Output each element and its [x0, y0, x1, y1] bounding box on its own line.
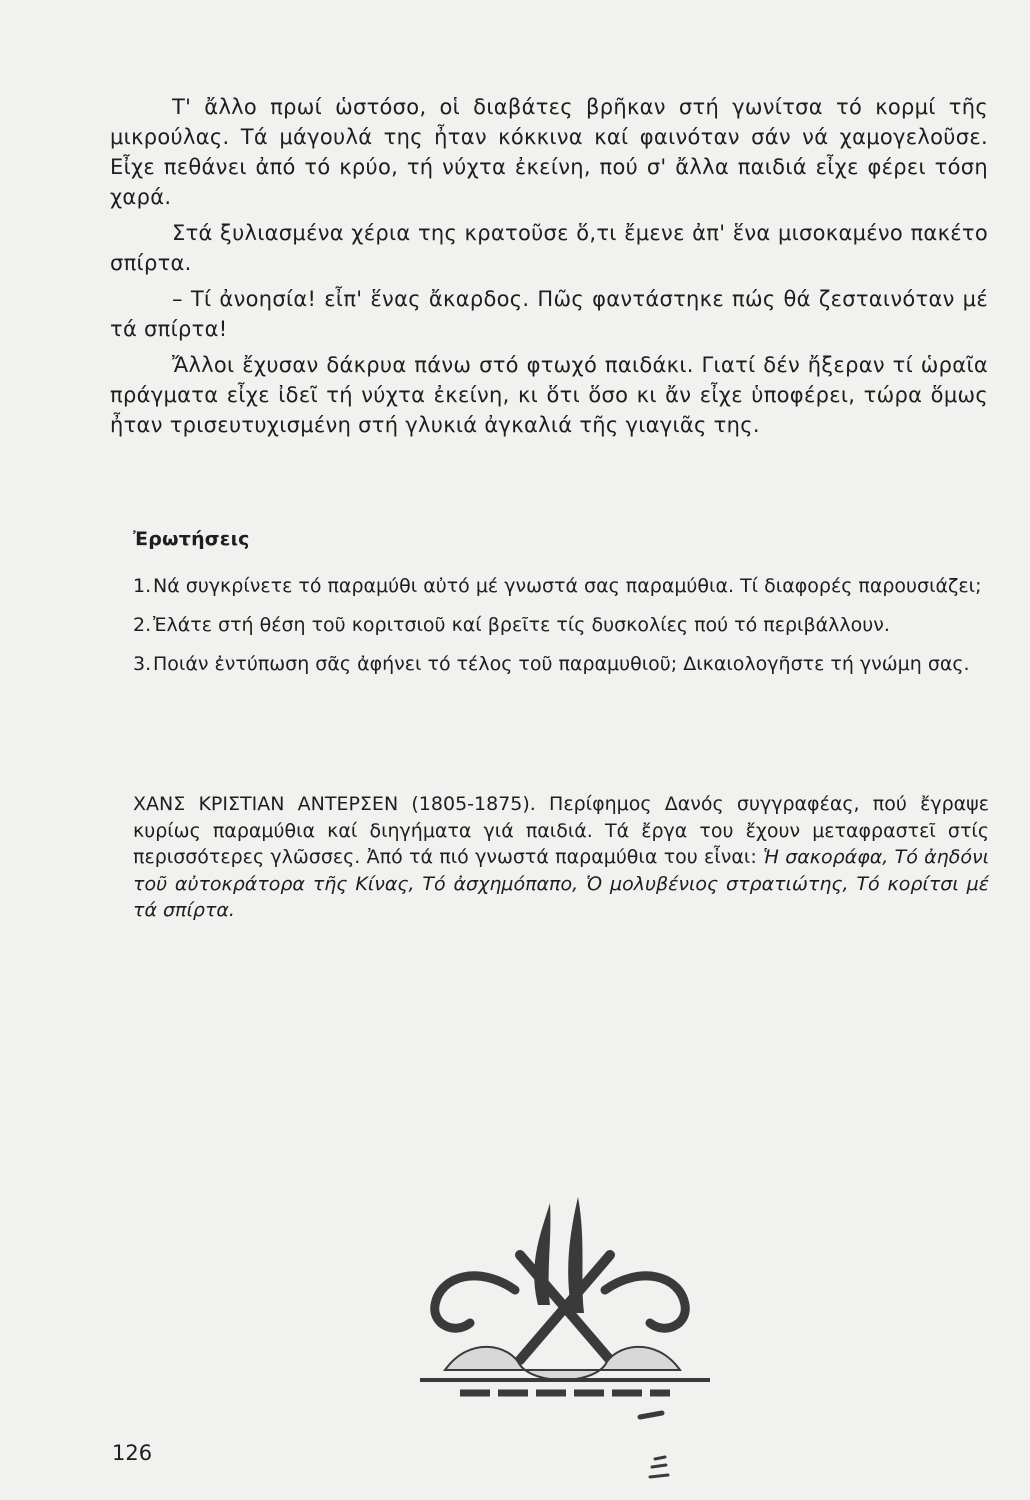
story-paragraph-3: – Τί ἀνοησία! εἶπ' ἕνας ἄκαρδος. Πῶς φαντάστηκε πώς θά ζεσταινόταν μέ τά σπίρτα!: [110, 287, 988, 341]
question-number: 1.: [133, 575, 152, 597]
question-number: 3.: [133, 653, 152, 675]
story-paragraph-1: Τ' ἄλλο πρωί ὡστόσο, οἱ διαβάτες βρῆκαν στή γωνίτσα τό κορμί τῆς μικρούλας. Τά μάγουλά της ἦταν κόκκινα καί φαινόταν σάν νά χαμογελοῦσε. Εἶχε πεθάνει ἀπό τό κρύο, τή νύχτα ἐκείνη, πού σ' ἄλλα παιδιά εἶχε φέρει τόση χαρά.: [110, 95, 988, 209]
question-text: Νά συγκρίνετε τό παραμύθι αὐτό μέ γνωστά σας παραμύθια. Τί διαφορές παρουσιάζει;: [153, 575, 982, 597]
question-text: Ἐλάτε στή θέση τοῦ κοριτσιοῦ καί βρεῖτε τίς δυσκολίες πού τό περιβάλλουν.: [153, 614, 890, 636]
story-paragraph-4: Ἄλλοι ἔχυσαν δάκρυα πάνω στό φτωχό παιδάκι. Γιατί δέν ἤξεραν τί ὡραῖα πράγματα εἶχε ἰδεῖ τή νύχτα ἐκείνη, κι ὅτι ὅσο κι ἄν εἶχε ὑποφέρει, τώρα ὅμως ἦταν τρισευτυχισμένη στή γλυκιά ἀγκαλιά τῆς γιαγιᾶς της.: [110, 353, 988, 437]
questions-heading: Ἐρωτήσεις: [133, 528, 250, 550]
question-item-1: [133, 573, 989, 599]
story-text: [110, 92, 988, 446]
author-biography: [133, 791, 989, 924]
question-text: Ποιάν ἐντύπωση σᾶς ἀφήνει τό τέλος τοῦ παραμυθιοῦ; Δικαιολογῆστε τή γνώμη σας.: [153, 653, 970, 675]
biography-works: Ἡ σακοράφα, Τό ἀηδόνι τοῦ αὐτοκράτορα τῆς Κίνας, Τό ἀσχημόπαπο, Ὁ μολυβένιος στρατιώτης, Τό κορίτσι μέ τά σπίρτα.: [133, 846, 990, 921]
story-paragraph-2: Στά ξυλιασμένα χέρια της κρατοῦσε ὅ,τι ἔμενε ἀπ' ἕνα μισοκαμένο πακέτο σπίρτα.: [110, 221, 988, 275]
candle-ornament-illustration: [400, 1195, 730, 1495]
questions-list: [133, 573, 989, 690]
page-number: 126: [112, 1441, 153, 1465]
biography-text: ΧΑΝΣ ΚΡΙΣΤΙΑΝ ΑΝΤΕΡΣΕΝ (1805-1875). Περίφημος Δανός συγγραφέας, πού ἔγραψε κυρίως παραμύθια καί διηγήματα γιά παιδιά. Τά ἔργα του ἔχουν μεταφραστεῖ στίς περισσότερες γλῶσσες. Ἀπό τά πιό γνωστά παραμύθια του εἶναι:: [133, 793, 989, 868]
question-number: 2.: [133, 614, 152, 636]
question-item-3: [133, 651, 989, 677]
question-item-2: [133, 612, 989, 638]
